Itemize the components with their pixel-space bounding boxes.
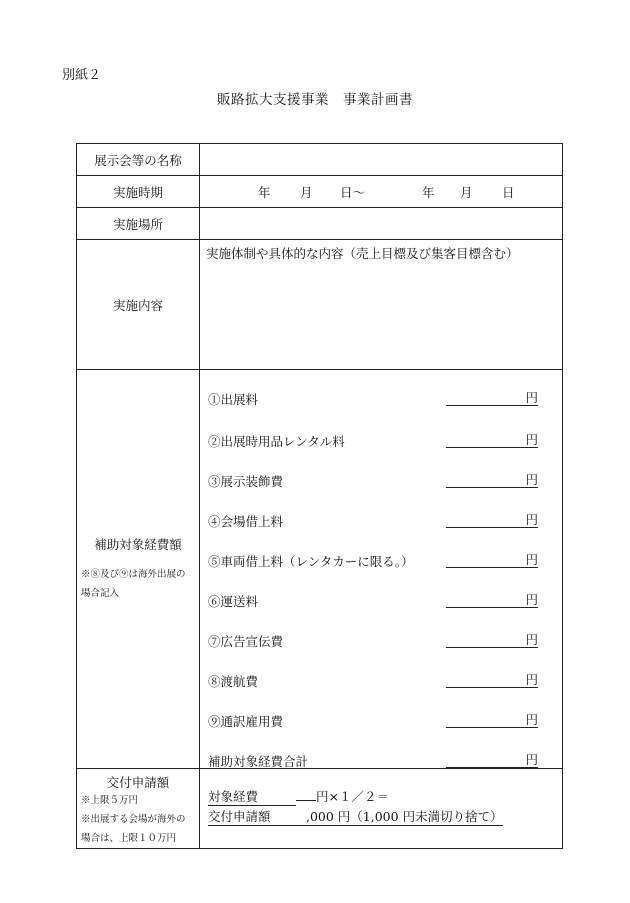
cost-item-amount[interactable]: 円 <box>446 512 538 528</box>
cost-item-amount[interactable]: 円 <box>446 432 538 448</box>
apply-note-1: ※上限５万円 <box>81 795 139 806</box>
apply-label-cell <box>77 769 200 849</box>
content-field[interactable] <box>200 240 563 370</box>
exhibition-name-label: 展示会等の名称 <box>77 144 200 176</box>
apply-label: 交付申請額 <box>106 775 170 790</box>
costs-list <box>200 370 563 769</box>
cost-item-label: ⑤車両借上料（レンタカーに限る。） <box>208 554 414 569</box>
business-plan-form <box>76 143 563 849</box>
period-year-end: 年 <box>422 184 435 200</box>
cost-item-amount[interactable]: 円 <box>446 752 538 768</box>
place-label: 実施場所 <box>77 208 200 240</box>
cost-item-label: 補助対象経費合計 <box>208 754 309 769</box>
period-label: 実施時期 <box>77 176 200 208</box>
apply-note-2: ※出展する会場が海外の <box>81 814 186 825</box>
cost-item-amount[interactable]: 円 <box>446 672 538 688</box>
cost-item-amount[interactable]: 円 <box>446 632 538 648</box>
target-cost-blank[interactable] <box>296 800 316 801</box>
period-year-start: 年 <box>258 184 271 200</box>
period-day-start: 日～ <box>340 184 366 200</box>
cost-item-amount[interactable]: 円 <box>446 592 538 608</box>
cost-item-label: ⑦広告宣伝費 <box>208 634 284 649</box>
cost-item-label: ②出展時用品レンタル料 <box>208 434 345 449</box>
period-field[interactable] <box>200 176 563 208</box>
target-cost-label[interactable]: 対象経費 <box>208 787 296 806</box>
cost-item-label: ⑥運送料 <box>208 594 259 609</box>
place-field[interactable] <box>200 208 563 240</box>
costs-note-2: 場合記入 <box>81 588 120 599</box>
cost-item-label: ④会場借上料 <box>208 514 284 529</box>
period-month-end: 月 <box>460 184 473 200</box>
cost-item-amount[interactable]: 円 <box>446 712 538 728</box>
costs-label-cell <box>77 370 200 769</box>
apply-line-target-cost <box>208 787 389 806</box>
cost-item-amount[interactable]: 円 <box>446 390 538 406</box>
period-day-end: 日 <box>502 184 515 200</box>
apply-line-amount <box>208 807 503 826</box>
costs-note-1: ※⑧及び⑨は海外出展の <box>81 569 186 580</box>
cost-item-amount[interactable]: 円 <box>446 472 538 488</box>
apply-amount-value[interactable]: ,000 円（1,000 円未満切り捨て） <box>306 809 503 824</box>
content-label: 実施内容 <box>77 240 200 370</box>
target-cost-formula: 円×１／２＝ <box>316 789 389 804</box>
cost-item-label: ③展示装飾費 <box>208 474 284 489</box>
costs-label: 補助対象経費額 <box>94 537 182 552</box>
cost-item-label: ⑨通訳雇用費 <box>208 714 284 729</box>
cost-item-amount[interactable]: 円 <box>446 552 538 568</box>
document-title: 販路拡大支援事業 事業計画書 <box>217 92 413 108</box>
cost-item-label: ①出展料 <box>208 392 259 407</box>
apply-note-3: 場合は、上限１０万円 <box>81 833 177 844</box>
apply-field[interactable] <box>200 769 563 849</box>
attachment-label: 別紙２ <box>62 68 102 83</box>
period-month-start: 月 <box>300 184 313 200</box>
exhibition-name-field[interactable] <box>200 144 563 176</box>
cost-item-label: ⑧渡航費 <box>208 674 259 689</box>
apply-amount-label[interactable]: 交付申請額 <box>208 807 306 826</box>
content-heading: 実施体制や具体的な内容（売上目標及び集客目標含む） <box>206 246 519 261</box>
